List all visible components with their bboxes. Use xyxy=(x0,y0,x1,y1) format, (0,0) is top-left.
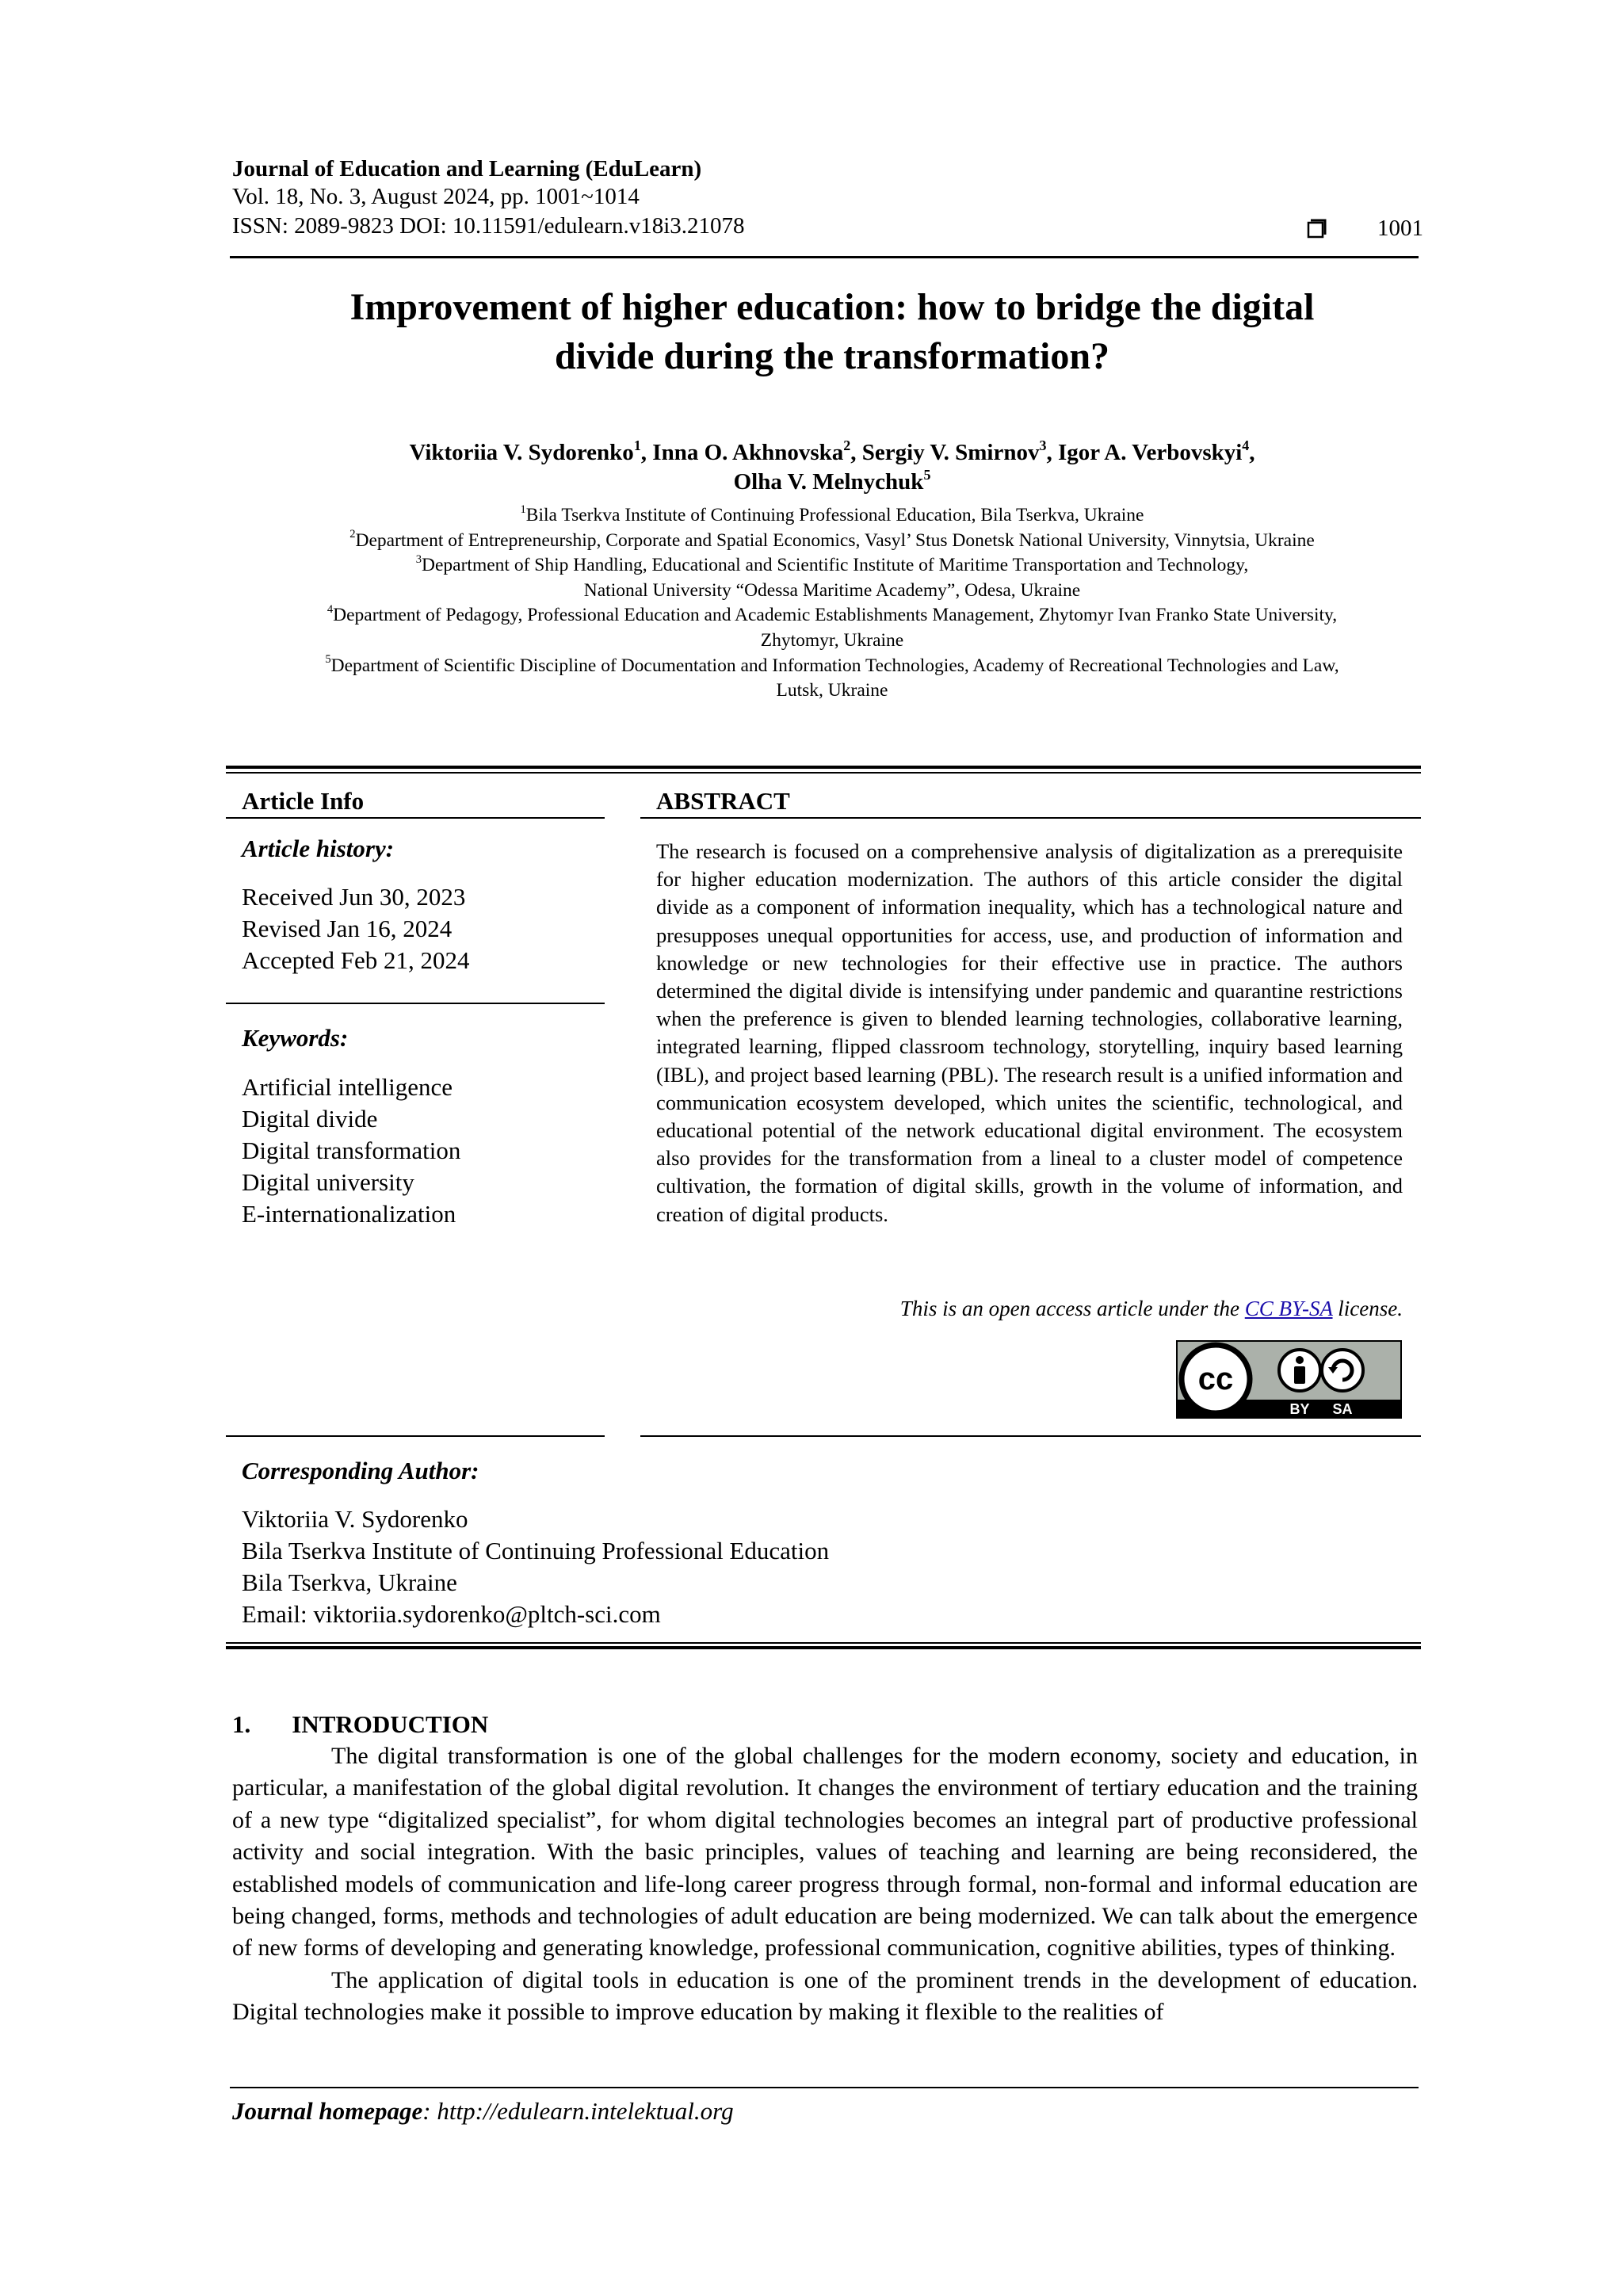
affiliation-text: Department of Ship Handling, Educational and Scientific Institute of Maritime Transportation and Technology, xyxy=(422,555,1249,576)
abstract-bottom-rule xyxy=(640,1435,1421,1437)
affiliation-mark: 2 xyxy=(843,437,851,453)
article-history-dates xyxy=(242,881,470,976)
footer-rule xyxy=(230,2087,1419,2088)
title-line-2: divide during the transformation? xyxy=(554,335,1110,377)
corresponding-email[interactable]: Email: viktoriia.sydorenko@pltch-sci.com xyxy=(242,1600,661,1628)
revised-date: Revised Jan 16, 2024 xyxy=(242,915,453,942)
affiliation-number: 5 xyxy=(325,653,331,667)
keywords-heading: Keywords: xyxy=(242,1024,349,1052)
keywords-rule xyxy=(226,1435,605,1437)
info-box-top-rule-thin xyxy=(226,772,1421,774)
corresponding-location: Bila Tserkva, Ukraine xyxy=(242,1568,457,1596)
accepted-date: Accepted Feb 21, 2024 xyxy=(242,946,470,974)
affiliation-number: 2 xyxy=(349,528,356,541)
affiliation-text: Department of Scientific Discipline of Documentation and Information Technologies, Academy of Recreational Technologies and Law, xyxy=(330,655,1339,676)
license-suffix: license. xyxy=(1332,1297,1403,1320)
affiliation-mark: 1 xyxy=(633,437,641,453)
info-box-bottom-rule-thin xyxy=(226,1642,1421,1644)
affiliation-2 xyxy=(198,529,1466,554)
badge-by-text: BY xyxy=(1289,1401,1310,1417)
license-prefix: This is an open access article under the xyxy=(899,1297,1245,1320)
cc-by-sa-link[interactable]: CC BY-SA xyxy=(1244,1297,1333,1320)
footer-label: Journal homepage xyxy=(232,2097,423,2125)
checkbox-square-icon xyxy=(1306,218,1328,240)
affiliation-text: Bila Tserkva Institute of Continuing Professional Education, Bila Tserkva, Ukraine xyxy=(525,505,1144,525)
keyword-item: Digital university xyxy=(242,1168,414,1196)
intro-paragraph-1: The digital transformation is one of the global challenges for the modern economy, society and education, in particular, a manifestation of the global digital revolution. It changes the environment of tertiary education and the training of a new type “digitalized specialist”, for whom digital technologies becomes an integral part of productive professional activity and social integration. With the basic principles, values of teaching and learning are being reconsidered, the established models of communication and life-long career progress through formal, non-formal and informal education are being changed, forms, methods and technologies of adult education are being modernized. We can talk about the emergence of new forms of developing and generating knowledge, professional communication, cognitive abilities, types of thinking. xyxy=(232,1743,1418,1962)
volume-line: Vol. 18, No. 3, August 2024, pp. 1001~1014 xyxy=(232,184,640,209)
affiliation-4-cont: Zhytomyr, Ukraine xyxy=(760,629,904,651)
affiliation-text: Department of Entrepreneurship, Corporate and Spatial Economics, Vasyl’ Stus Donetsk National University, Vinnytsia, Ukraine xyxy=(355,529,1315,551)
affiliation-number: 4 xyxy=(327,603,334,617)
cc-by-sa-badge-icon[interactable] xyxy=(1176,1340,1402,1419)
info-box-bottom-rule xyxy=(226,1646,1421,1649)
keyword-item: Digital divide xyxy=(242,1105,378,1133)
affiliation-3-cont: National University “Odessa Maritime Academy”, Odesa, Ukraine xyxy=(583,579,1081,601)
affiliation-1 xyxy=(198,503,1466,529)
affiliation-number: 1 xyxy=(520,502,526,516)
keyword-item: Digital transformation xyxy=(242,1137,461,1164)
affiliation-mark: 5 xyxy=(923,466,931,483)
affiliation-text: Department of Pedagogy, Professional Education and Academic Establishments Management, Zhytomyr Ivan Franko State University, xyxy=(333,605,1338,626)
article-history-heading: Article history: xyxy=(242,835,395,862)
affiliation-3 xyxy=(198,553,1466,579)
corresponding-name: Viktoriia V. Sydorenko xyxy=(242,1505,468,1533)
page-number: 1001 xyxy=(1377,216,1423,241)
affiliation-mark: 3 xyxy=(1039,437,1047,453)
intro-paragraph-2: The application of digital tools in education is one of the prominent trends in the development of education. Digital technologies make it possible to improve education by making it flexible to the realities of xyxy=(232,1966,1418,2026)
article-info-heading: Article Info xyxy=(242,787,365,815)
author-name: , Igor A. Verbovskyi xyxy=(1046,440,1243,465)
license-line xyxy=(656,1295,1403,1322)
introduction-body xyxy=(232,1740,1418,2029)
title-line-1: Improvement of higher education: how to bridge the digital xyxy=(349,286,1315,328)
affiliation-number: 3 xyxy=(415,552,422,566)
badge-cc-text: cc xyxy=(1197,1362,1234,1396)
article-info-rule xyxy=(226,817,605,819)
author-separator: , xyxy=(1249,440,1255,465)
abstract-rule xyxy=(640,817,1421,819)
abstract-text: The research is focused on a comprehensive analysis of digitalization as a prerequisite for higher education modernization. The authors of this article consider the digital divide as a component of information inequality, which has a technological nature and presupposes unequal opportunities for access, use, and production of information and knowledge or new technologies for their effective use in practice. The authors determined the digital divide is intensifying under pandemic and quarantine restrictions when the preference is given to blended learning technologies, collaborative learning, integrated learning, flipped classroom technology, storytelling, inquiry based learning (IBL), and project based learning (PBL). The research result is a unified information and communication ecosystem developed, which unites the scientific, technological, and educational potential of the network educational digital environment. The ecosystem also provides for the transformation from a lineal to a cluster model of competence cultivation, the formation of digital skills, growth in the volume of information, and creation of digital products. xyxy=(656,839,1403,1226)
keyword-item: Artificial intelligence xyxy=(242,1073,453,1101)
author-list xyxy=(198,438,1466,497)
author-name: , Inna O. Akhnovska xyxy=(640,440,844,465)
affiliations xyxy=(198,503,1466,704)
affiliation-4 xyxy=(198,603,1466,628)
keywords-list xyxy=(242,1072,460,1230)
header-rule xyxy=(230,256,1419,258)
issn-doi: ISSN: 2089-9823 DOI: 10.11591/edulearn.v18i3.21078 xyxy=(232,213,745,239)
affiliation-5 xyxy=(198,654,1466,679)
affiliation-mark: 4 xyxy=(1242,437,1250,453)
journal-homepage-link[interactable]: : http://edulearn.intelektual.org xyxy=(422,2097,734,2125)
corresponding-author-heading: Corresponding Author: xyxy=(242,1457,479,1484)
section-title: INTRODUCTION xyxy=(292,1710,489,1738)
paper-title xyxy=(198,283,1466,381)
corresponding-author-block xyxy=(242,1503,829,1630)
badge-sa-text: SA xyxy=(1332,1401,1353,1417)
author-name: Viktoriia V. Sydorenko xyxy=(409,440,634,465)
footer xyxy=(232,2097,734,2126)
author-name: , Sergiy V. Smirnov xyxy=(850,440,1040,465)
section-number: 1. xyxy=(232,1710,251,1738)
introduction-heading xyxy=(232,1710,488,1739)
info-box-top-rule xyxy=(226,766,1421,769)
keyword-item: E-internationalization xyxy=(242,1200,456,1228)
affiliation-5-cont: Lutsk, Ukraine xyxy=(776,680,888,701)
journal-name: Journal of Education and Learning (EduLearn) xyxy=(232,156,702,181)
abstract-heading: ABSTRACT xyxy=(656,787,790,815)
history-rule xyxy=(226,1003,605,1004)
author-name: Olha V. Melnychuk xyxy=(733,469,924,495)
received-date: Received Jun 30, 2023 xyxy=(242,883,466,911)
corresponding-institution: Bila Tserkva Institute of Continuing Professional Education xyxy=(242,1537,830,1564)
